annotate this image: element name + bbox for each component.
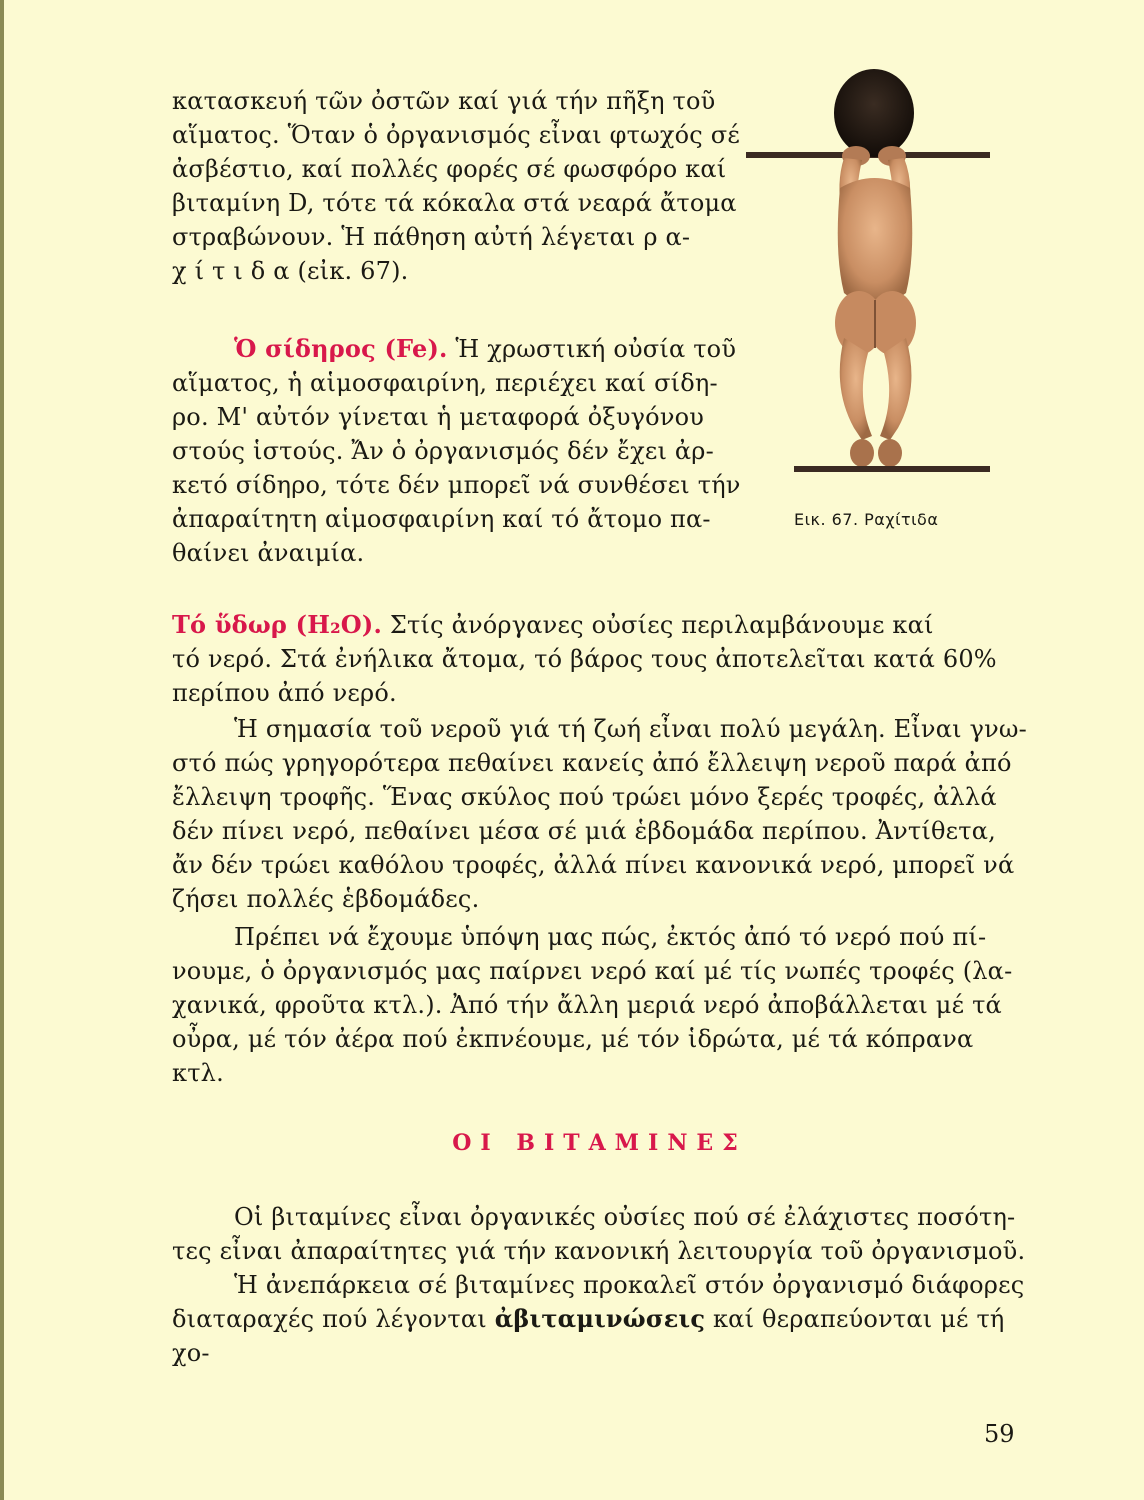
avitaminosis-term: ἀβιταμινώσεις xyxy=(494,1304,706,1333)
water-heading: Τό ὕδωρ (H₂O). xyxy=(172,610,383,639)
figure-caption: Εικ. 67. Ραχίτιδα xyxy=(794,510,939,529)
page-number: 59 xyxy=(984,1420,1015,1448)
iron-first-line: Ἡ χρωστική οὐσία τοῦ xyxy=(447,335,737,363)
iron-heading: Ὁ σίδηρος (Fe). xyxy=(234,334,448,363)
water-body: τό νερό. Στά ἐνήλικα ἄτομα, τό βάρος τους ἀποτελεῖται κατά 60% περίπου ἀπό νερό. xyxy=(172,645,997,707)
paragraph-bones: κατασκευή τῶν ὀστῶν καί γιά τήν πῆξη τοῦ αἵματος. Ὅταν ὁ ὀργανισμός εἶναι φτωχός σέ ἀσβέστιο, καί πολλές φορές σέ φωσφόρο καί βιταμίνη D, τότε τά κόκαλα στά νεαρά ἄτομα στραβώνουν. Ἡ πάθηση αὐτή λέγεται ρ α- χ ί τ ι δ α (εἰκ. 67). xyxy=(172,87,740,285)
paragraph-water-importance: Ἡ σημασία τοῦ νεροῦ γιά τή ζωή εἶναι πολύ μεγάλη. Εἶναι γνω- στό πώς γρηγορότερα πεθαίνει κανείς ἀπό ἔλλειψη νεροῦ παρά ἀπό ἔλλειψη τροφῆς. Ἕνας σκύλος πού τρώει μόνο ξερές τροφές, ἀλλά δέν πίνει νερό, πεθαίνει μέσα σέ μιά ἑβδομάδα περίπου. Ἀντίθετα, ἄν δέν τρώει καθόλου τροφές, ἀλλά πίνει κανονικά νερό, μπορεῖ νά ζήσει πολλές ἑβδομάδες. xyxy=(172,715,1027,913)
paragraph-water xyxy=(172,608,1027,710)
vitamins-deficiency-start: Ἡ ἀνεπάρκεια σέ βιταμίνες προκαλεῖ στόν ὀργανισμό διάφορες διαταραχές πού λέγονται xyxy=(172,1271,1025,1333)
vitamins-heading: ΟΙ ΒΙΤΑΜΙΝΕΣ xyxy=(452,1130,747,1156)
rickets-child-figure xyxy=(744,68,994,488)
iron-body: αἵματος, ἡ αἱμοσφαιρίνη, περιέχει καί σίδη- ρο. Μ' αὐτόν γίνεται ἡ μεταφορά ὀξυγόνου στούς ἱστούς. Ἄν ὁ ὀργανισμός δέν ἔχει ἀρ- κετό σίδηρο, τότε δέν μπορεῖ νά συνθέσει τήν ἀπαραίτητη αἱμοσφαιρίνη καί τό ἄτομο πα- θαίνει ἀναιμία. xyxy=(172,369,741,567)
vitamins-deficiency-end: καί θεραπεύονται μέ τή χο- xyxy=(172,1305,1005,1367)
water-first-line: Στίς ἀνόργανες οὐσίες περιλαμβάνουμε καί xyxy=(382,611,934,639)
paragraph-vitamins-deficiency xyxy=(172,1268,1027,1370)
child-photo-image xyxy=(744,68,994,488)
paragraph-water-sources: Πρέπει νά ἔχουμε ὑπόψη μας πώς, ἐκτός ἀπό τό νερό πού πί- νουμε, ὁ ὀργανισμός μας παίρνει νερό καί μέ τίς νωπές τροφές (λα- χανικά, φροῦτα κτλ.). Ἀπό τήν ἄλλη μεριά νερό ἀποβάλλεται μέ τά οὖρα, μέ τόν ἀέρα πού ἐκπνέουμε, μέ τόν ἱδρώτα, μέ τά κόπρανα κτλ. xyxy=(172,923,1013,1087)
paragraph-iron xyxy=(172,332,742,570)
paragraph-vitamins-definition: Οἱ βιταμίνες εἶναι ὀργανικές οὐσίες πού σέ ἐλάχιστες ποσότη- τες εἶναι ἀπαραίτητες γιά τήν κανονική λειτουργία τοῦ ὀργανισμοῦ. xyxy=(172,1203,1026,1265)
